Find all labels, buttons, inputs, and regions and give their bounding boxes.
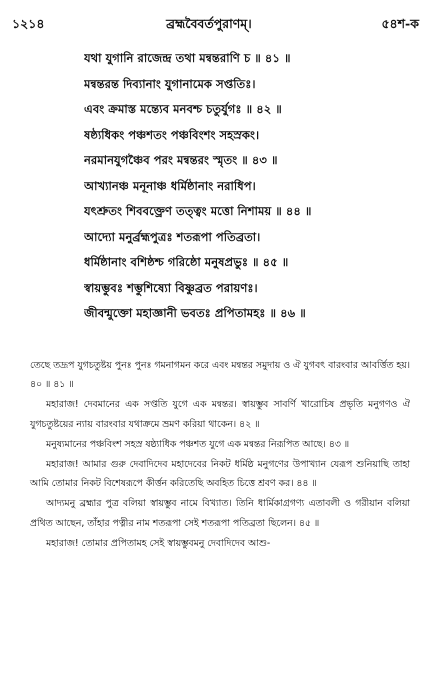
translation-paragraph: মহারাজ! তোমার প্রপিতামহ সেই স্বায়ম্ভুবমনু দেবাদিদেব আশু- [46,537,271,549]
verse-line: যথা যুগানি রাজেন্দ্র তথা মন্বন্তরাণি চ ॥ ৪১ ॥ [84,51,291,65]
verse-line: ষষ্ঠ্যধিকং পঞ্চশতং পঞ্চবিংশং সহস্রকং। [84,127,260,142]
verse-line: আদ্যো মনুর্ব্রহ্মপুত্রঃ শতরূপা পতিব্রতা। [84,229,261,244]
signature-mark: ৫৪শ-ক [381,16,419,31]
verse-line: যৎশ্রুতং শিববক্ত্রেণ তত্ত্বং মত্তো নিশাময় ॥ ৪৪ ॥ [84,204,312,218]
translation-paragraph: মনুষ্যমানের পঞ্চবিংশ সহস্র ষষ্ঠ্যাধিক পঞ্চশত যুগে এক মন্বন্তর নিরূপিত আছে। ৪৩ ॥ [46,438,350,450]
translation-paragraph: আদ্যমনু ব্রহ্মার পুত্র বলিয়া স্বায়ম্ভুব নামে বিখ্যাত। তিনি ধার্মিকাগ্রগণ্য এতাবলী ও গরীয়ান বলিয়া প্রথিত আছেন, তাঁহার পত্নীর নাম শতরূপা সেই শতরূপা পতিব্রতা ছিলেন। ৪৫ ॥ [30,498,410,529]
translation-paragraph: তেছে তদ্রূপ যুগচতুষ্টয় পুনঃ পুনঃ গমনাগমন করে এবং মন্বন্তর সমুদায় ও ঐ যুগবৎ বারংবার আবর্ত্তিত হয়। ৪০ ॥ ৪১ ॥ [30,360,410,391]
page-header [12,16,419,36]
translation-paragraph: মহারাজ! আমার গুরু দেবাদিদেব মহাদেবের নিকট ধর্মিষ্ঠ মনুগণের উপাখ্যান যেরূপ শুনিয়াছি তাহা আমি তোমার নিকট বিশেষরূপে কীর্ত্তন করিতেছি অবহিত চিত্তে শ্রবণ কর। ৪৪ ॥ [30,459,410,490]
verse-line: নরমানযুগঞ্চৈব পরং মন্বন্তরং স্মৃতং ॥ ৪৩ ॥ [84,153,278,167]
verse-line: জীবন্মুক্তো মহাজ্ঞানী ভবতঃ প্রপিতামহঃ ॥ ৪৬ ॥ [84,306,306,320]
verse-line: আখ্যানঞ্চ মনূনাঞ্চ ধর্মিষ্ঠানাং নরাধিপ। [84,178,256,193]
bengali-translation [30,356,410,554]
verse-line: স্বায়ম্ভুবঃ শম্ভুশিষ্যো বিষ্ণুব্রত পরায়ণঃ। [84,280,258,295]
translation-paragraph: মহারাজ! দেবমানের এক সপ্ততি যুগে এক মন্বন্তর। স্বায়ম্ভুব সাবর্ণি খারোচিষ প্রভৃতি মনুগণও ঐ যুগচতুষ্টয়ের ন্যায় বারংবার যথাক্রমে ভ্রমণ করিয়া থাকেন। ৪২ ॥ [30,399,410,430]
verse-line: মন্বন্তরন্ত দিব্যানাং যুগানামেক সপ্ততিঃ। [84,76,256,91]
running-title: ব্রহ্মবৈবর্তপুরাণম্। [166,16,252,31]
page-number: ১২১৪ [12,16,45,31]
verse-line: এবং ক্রমাস্ত মন্ত্যেব মনবশ্চ চতুর্যুগঃ ॥ ৪২ ॥ [84,102,282,116]
sanskrit-verses [84,46,419,327]
verse-line: ধর্মিষ্ঠানাং বশিষ্ঠশ্চ গরিষ্ঠো মনুষপ্রভুঃ ॥ ৪৫ ॥ [84,255,289,269]
